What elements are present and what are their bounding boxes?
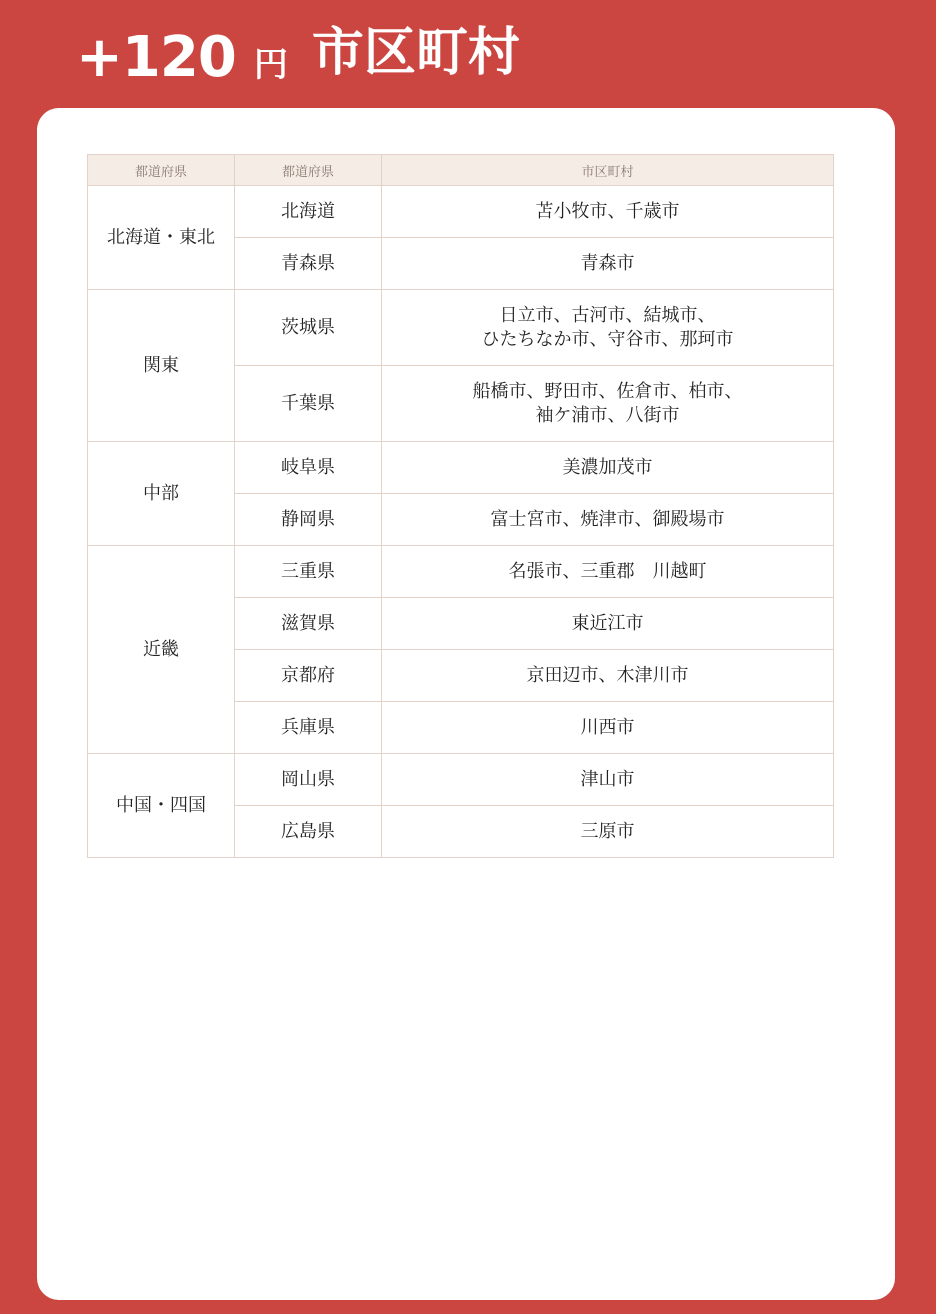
municipality-cell — [382, 494, 834, 546]
table-row — [88, 754, 834, 806]
table-row — [88, 290, 834, 366]
price-unit: 円 — [253, 45, 288, 85]
table-row — [88, 546, 834, 598]
prefecture-cell: 岐阜県 — [235, 442, 382, 494]
municipality-cell — [382, 290, 834, 366]
region-cell: 中国・四国 — [88, 754, 235, 858]
municipality-line: 日立市、古河市、結城市、 — [499, 304, 716, 326]
prefecture-cell: 三重県 — [235, 546, 382, 598]
municipality-line: ひたちなか市、守谷市、那珂市 — [481, 328, 734, 350]
municipality-line: 船橋市、野田市、佐倉市、柏市、 — [472, 380, 743, 402]
municipality-line: 東近江市 — [571, 612, 644, 634]
municipality-line: 富士宮市、焼津市、御殿場市 — [490, 508, 725, 530]
municipality-line: 美濃加茂市 — [562, 456, 653, 478]
page-header — [76, 18, 520, 98]
price-amount: +120 — [76, 25, 236, 90]
municipality-cell — [382, 186, 834, 238]
municipality-cell — [382, 650, 834, 702]
municipality-cell — [382, 238, 834, 290]
municipality-cell — [382, 754, 834, 806]
header-region: 都道府県 — [88, 155, 235, 186]
header-prefecture: 都道府県 — [235, 155, 382, 186]
municipality-line: 名張市、三重郡 川越町 — [508, 560, 707, 582]
prefecture-cell: 岡山県 — [235, 754, 382, 806]
page-title: 市区町村 — [311, 23, 520, 83]
municipality-line: 川西市 — [580, 716, 635, 738]
municipality-cell — [382, 806, 834, 858]
content-card — [37, 108, 895, 1300]
header-municipality: 市区町村 — [382, 155, 834, 186]
table-header-row — [88, 155, 834, 186]
municipality-cell — [382, 598, 834, 650]
municipality-table — [87, 154, 834, 858]
municipality-line: 袖ケ浦市、八街市 — [535, 404, 680, 426]
prefecture-cell: 広島県 — [235, 806, 382, 858]
table-row — [88, 186, 834, 238]
prefecture-cell: 兵庫県 — [235, 702, 382, 754]
municipality-line: 苫小牧市、千歳市 — [535, 200, 680, 222]
prefecture-cell: 北海道 — [235, 186, 382, 238]
region-cell: 近畿 — [88, 546, 235, 754]
municipality-cell — [382, 702, 834, 754]
municipality-line: 京田辺市、木津川市 — [526, 664, 689, 686]
municipality-cell — [382, 366, 834, 442]
municipality-cell — [382, 546, 834, 598]
prefecture-cell: 茨城県 — [235, 290, 382, 366]
municipality-cell — [382, 442, 834, 494]
region-cell: 中部 — [88, 442, 235, 546]
region-cell: 北海道・東北 — [88, 186, 235, 290]
prefecture-cell: 青森県 — [235, 238, 382, 290]
prefecture-cell: 千葉県 — [235, 366, 382, 442]
region-cell: 関東 — [88, 290, 235, 442]
table-row — [88, 442, 834, 494]
municipality-line: 青森市 — [580, 252, 635, 274]
prefecture-cell: 静岡県 — [235, 494, 382, 546]
municipality-line: 三原市 — [580, 820, 635, 842]
prefecture-cell: 滋賀県 — [235, 598, 382, 650]
prefecture-cell: 京都府 — [235, 650, 382, 702]
municipality-line: 津山市 — [580, 768, 635, 790]
